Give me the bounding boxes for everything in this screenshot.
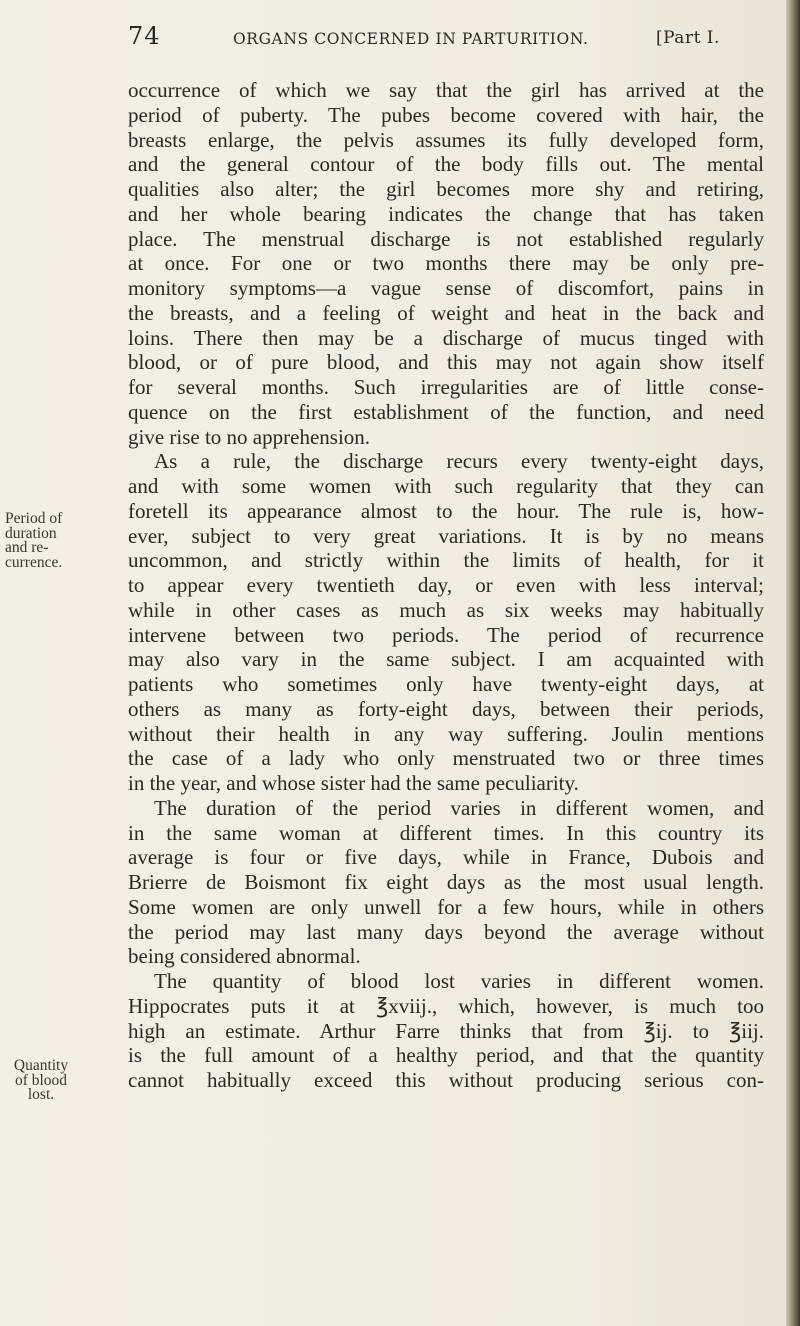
text-line: breasts enlarge, the pelvis assumes its fully developed form, <box>128 127 764 152</box>
text-line: uncommon, and strictly within the limits of health, for it <box>128 548 764 573</box>
page-header <box>128 22 768 62</box>
text-line: the case of a lady who only menstruated two or three times <box>128 746 764 771</box>
text-line: and her whole bearing indicates the change that has taken <box>128 201 764 226</box>
text-line: in the year, and whose sister had the same peculiarity. <box>128 771 579 795</box>
margin-note-line: duration <box>5 524 57 542</box>
margin-note-line: of blood <box>14 1071 68 1089</box>
text-line: foretell its appearance almost to the hour. The rule is, how- <box>128 498 764 523</box>
text-line: may also vary in the same subject. I am acquainted with <box>128 647 764 672</box>
text-line: Brierre de Boismont fix eight days as the most usual length. <box>128 870 764 894</box>
margin-note-line: Period of <box>5 510 63 527</box>
running-title: ORGANS CONCERNED IN PARTURITION. <box>233 30 589 48</box>
text-line: As a rule, the discharge recurs every twenty-eight days, <box>154 449 764 474</box>
text-line: ever, subject to very great variations. It is by no means <box>128 523 764 548</box>
text-line: to appear every twentieth day, or even with less interval; <box>128 573 764 597</box>
page-number: 74 <box>128 22 161 50</box>
text-line: place. The menstrual discharge is not established regularly <box>128 226 764 251</box>
text-line: and the general contour of the body fills out. The mental <box>128 152 764 177</box>
margin-note-line: and re- <box>5 539 49 556</box>
text-line: in the same woman at different times. In this country its <box>128 820 764 845</box>
text-line: and with some women with such regularity that they can <box>128 474 764 498</box>
text-line: quence on the first establishment of the function, and need <box>128 399 764 424</box>
text-line: blood, or of pure blood, and this may not again show itself <box>128 350 764 375</box>
text-line: others as many as forty-eight days, between their periods, <box>128 696 764 721</box>
text-line: The quantity of blood lost varies in different women. <box>154 969 764 993</box>
margin-note-line: Quantity <box>13 1057 69 1074</box>
text-line: Hippocrates puts it at ℥xviij., which, however, is much too <box>128 993 764 1018</box>
text-line: loins. There then may be a discharge of mucus tinged with <box>128 325 764 350</box>
part-label: [Part I. <box>656 28 720 48</box>
text-line: Some women are only unwell for a few hours, while in others <box>128 894 764 919</box>
text-line: The duration of the period varies in different women, and <box>154 795 764 820</box>
text-line: while in other cases as much as six weeks may habitually <box>128 597 764 622</box>
text-line: being considered abnormal. <box>128 944 361 969</box>
text-line: high an estimate. Arthur Farre thinks that from ℥ij. to ℥iij. <box>128 1018 764 1043</box>
text-line: average is four or five days, while in France, Dubois and <box>128 845 764 870</box>
body-text <box>128 78 764 1093</box>
margin-note-quantity <box>12 1059 70 1103</box>
text-line: the period may last many days beyond the average without <box>128 919 764 944</box>
text-line: qualities also alter; the girl becomes more shy and retiring, <box>128 177 764 201</box>
text-line: at once. For one or two months there may be only pre- <box>128 251 764 276</box>
text-line: occurrence of which we say that the girl has arrived at the <box>128 78 764 102</box>
text-line: without their health in any way suffering. Joulin mentions <box>128 721 764 746</box>
text-line: period of puberty. The pubes become covered with hair, the <box>128 102 764 127</box>
text-line: monitory symptoms—a vague sense of discomfort, pains in <box>128 276 764 300</box>
text-line: for several months. Such irregularities are of little conse- <box>128 375 764 399</box>
margin-note-line: lost. <box>27 1086 55 1103</box>
text-line: give rise to no apprehension. <box>128 424 371 449</box>
text-line: the breasts, and a feeling of weight and heat in the back and <box>128 300 764 325</box>
page-binding-edge <box>786 0 800 1326</box>
text-line: cannot habitually exceed this without producing serious con- <box>128 1068 764 1092</box>
margin-note-line: currence. <box>5 553 63 571</box>
margin-note-period <box>5 512 105 570</box>
text-line: is the full amount of a healthy period, and that the quantity <box>128 1043 764 1068</box>
text-line: patients who sometimes only have twenty-eight days, at <box>128 672 764 696</box>
text-line: intervene between two periods. The period of recurrence <box>128 622 764 647</box>
